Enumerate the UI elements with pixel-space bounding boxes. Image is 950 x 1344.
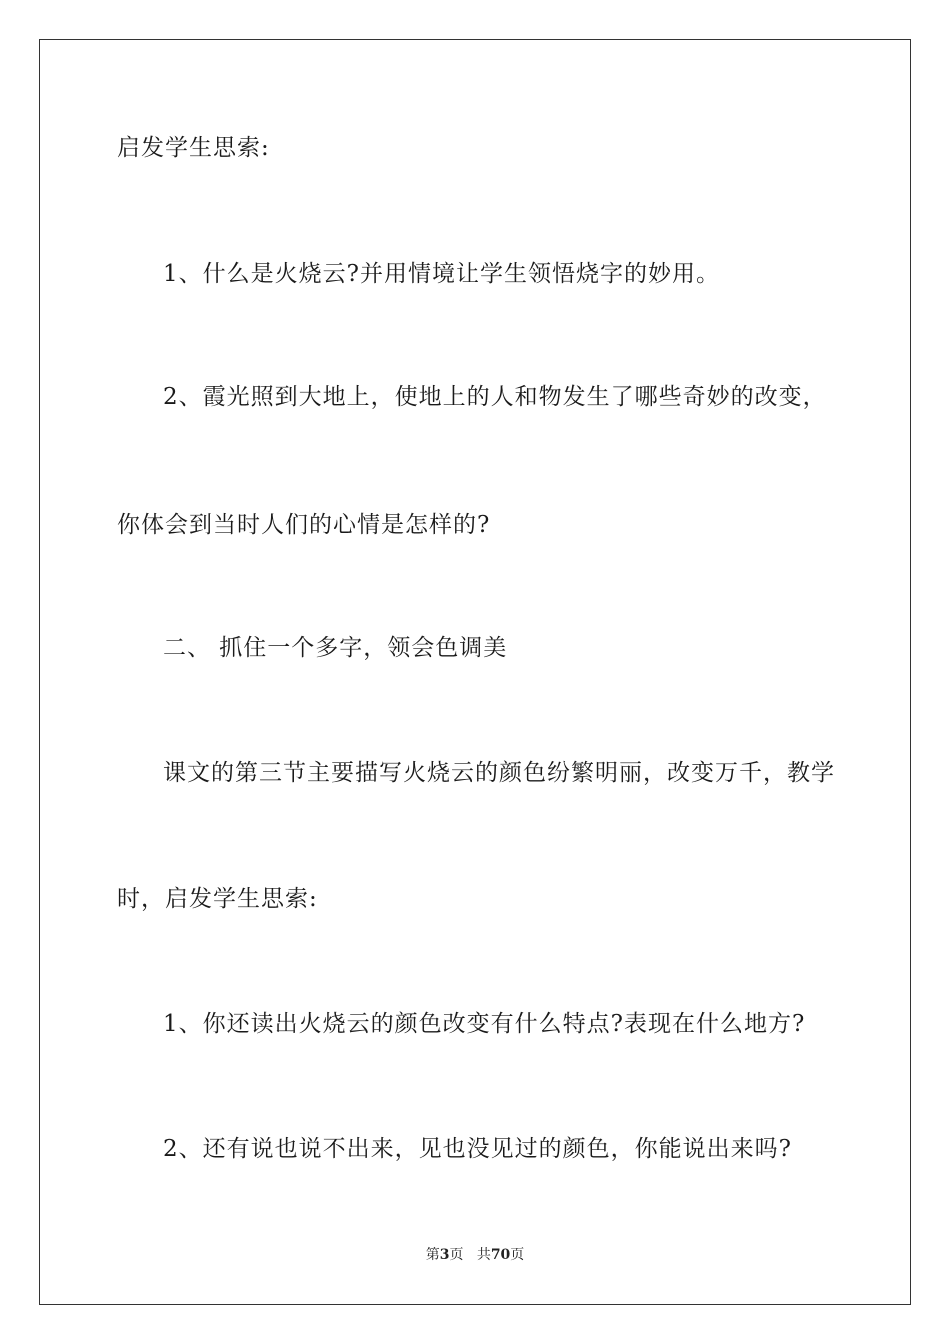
footer-page-suffix: 页: [449, 1247, 464, 1263]
paragraph-question-2: 2、霞光照到大地上，使地上的人和物发生了哪些奇妙的改变，: [163, 384, 827, 410]
footer-page-number: 3: [439, 1247, 450, 1263]
footer-total-suffix: 页: [510, 1247, 525, 1263]
paragraph-question-2-continued: 你体会到当时人们的心情是怎样的?: [117, 512, 491, 538]
paragraph-question-3: 1、你还读出火烧云的颜色改变有什么特点?表现在什么地方?: [163, 1011, 806, 1037]
page-footer: [0, 1245, 950, 1265]
footer-total-pages: 70: [490, 1247, 511, 1263]
paragraph-intro: 启发学生思索:: [117, 135, 270, 161]
paragraph-section-2-body-continued: 时，启发学生思索:: [117, 886, 318, 912]
section-heading-2: 二、 抓住一个多字，领会色调美: [163, 635, 508, 661]
footer-page-prefix: 第: [425, 1247, 440, 1263]
paragraph-question-4: 2、还有说也说不出来，见也没见过的颜色，你能说出来吗?: [163, 1136, 792, 1162]
paragraph-section-2-body: 课文的第三节主要描写火烧云的颜色纷繁明丽，改变万千，教学: [163, 760, 835, 786]
paragraph-question-1: 1、什么是火烧云?并用情境让学生领悟烧字的妙用。: [163, 261, 720, 287]
footer-total-prefix: 共: [476, 1247, 491, 1263]
page-border: [39, 39, 911, 1305]
